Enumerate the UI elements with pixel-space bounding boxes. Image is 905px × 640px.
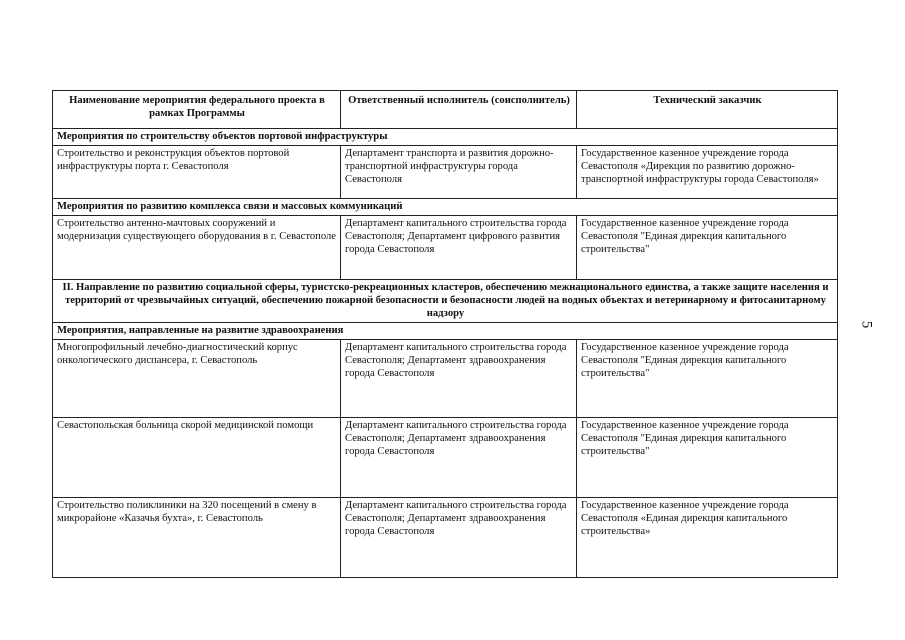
cell-measure: Многопрофильный лечебно-диагностический корпус онкологического диспансера, г. Севастополь	[53, 340, 341, 418]
cell-executor: Департамент капитального строительства города Севастополя; Департамент цифрового развития города Севастополя	[341, 216, 577, 280]
program-table	[52, 90, 838, 578]
section-title-health: Мероприятия, направленные на развитие здравоохранения	[53, 323, 838, 340]
header-customer: Технический заказчик	[577, 91, 838, 129]
cell-customer: Государственное казенное учреждение города Севастополя "Единая дирекция капитального строительства"	[577, 418, 838, 498]
section-title-communications: Мероприятия по развитию комплекса связи и массовых коммуникаций	[53, 199, 838, 216]
table-row	[53, 216, 838, 280]
cell-measure: Строительство антенно-мачтовых сооружений и модернизация существующего оборудования в г. Севастополе	[53, 216, 341, 280]
cell-measure: Строительство поликлиники на 320 посещений в смену в микрорайоне «Казачья бухта», г. Севастополь	[53, 498, 341, 578]
section-title-port: Мероприятия по строительству объектов портовой инфраструктуры	[53, 129, 838, 146]
header-executor: Ответственный исполнитель (соисполнитель)	[341, 91, 577, 129]
cell-measure: Севастопольская больница скорой медицинской помощи	[53, 418, 341, 498]
table-row	[53, 418, 838, 498]
page-number: 5	[858, 320, 875, 329]
cell-executor: Департамент транспорта и развития дорожно-транспортной инфраструктуры города Севастополя	[341, 146, 577, 199]
cell-executor: Департамент капитального строительства города Севастополя; Департамент здравоохранения города Севастополя	[341, 418, 577, 498]
cell-customer: Государственное казенное учреждение города Севастополя "Единая дирекция капитального строительства"	[577, 340, 838, 418]
direction-row	[53, 280, 838, 323]
direction-title: II. Направление по развитию социальной сферы, туристско-рекреационных кластеров, обеспечению межнационального единства, а также защите населения и территорий от чрезвычайных ситуаций, обеспечению пожарной безопасности и безопасности людей на водных объектах и ветеринарному и фитосанитарному надзору	[53, 280, 838, 323]
cell-customer: Государственное казенное учреждение города Севастополя «Единая дирекция капитального строительства»	[577, 498, 838, 578]
cell-executor: Департамент капитального строительства города Севастополя; Департамент здравоохранения города Севастополя	[341, 340, 577, 418]
section-communications-row	[53, 199, 838, 216]
table-row	[53, 146, 838, 199]
cell-measure: Строительство и реконструкция объектов портовой инфраструктуры порта г. Севастополя	[53, 146, 341, 199]
table-row	[53, 498, 838, 578]
table-row	[53, 340, 838, 418]
table-header-row	[53, 91, 838, 129]
header-measure-name: Наименование мероприятия федерального проекта в рамках Программы	[53, 91, 341, 129]
section-port-row	[53, 129, 838, 146]
section-health-row	[53, 323, 838, 340]
cell-executor: Департамент капитального строительства города Севастополя; Департамент здравоохранения города Севастополя	[341, 498, 577, 578]
cell-customer: Государственное казенное учреждение города Севастополя "Единая дирекция капитального строительства"	[577, 216, 838, 280]
cell-customer: Государственное казенное учреждение города Севастополя «Дирекция по развитию дорожно-транспортной инфраструктуры города Севастополя»	[577, 146, 838, 199]
